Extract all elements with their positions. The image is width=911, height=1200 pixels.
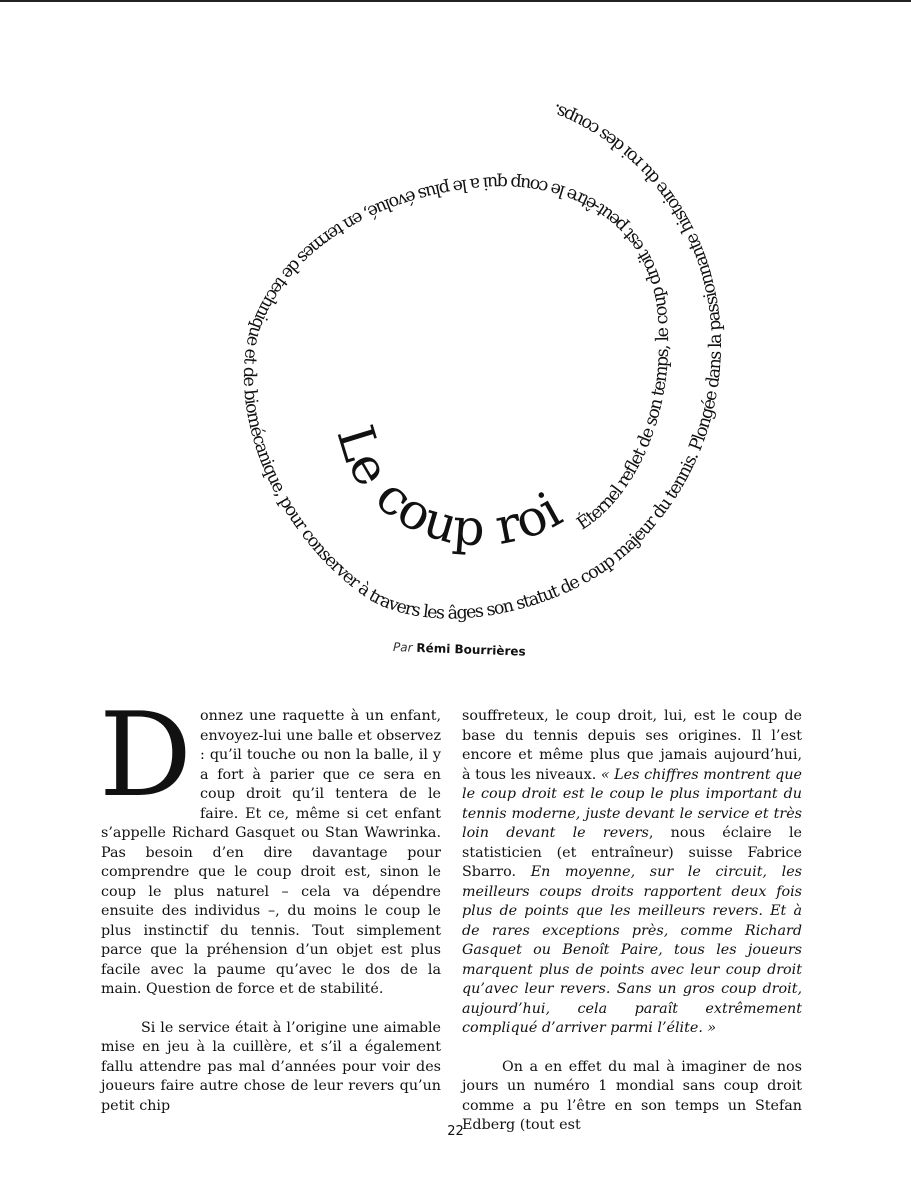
left-paragraph-1-text: onnez une raquette à un enfant, envoyez-lui une balle et observez : qu’il touche ou non la balle, il y a fort à parier que ce sera en coup droit qu’il tentera de le faire. Et ce, même si cet enfant s’appelle Richard Gasquet ou Stan Wawrinka. Pas besoin d’en dire davantage pour comprendre que le coup droit est, sinon le coup le plus naturel – cela va dépendre ensuite des individus –, du moins le coup le plus instinctif du tennis. Tout simplement parce que la préhension d’un objet est plus facile avec la paume qu’avec le dos de la main. Question de force et de stabilité.	[101, 708, 441, 997]
byline-author: Rémi Bourrières	[416, 640, 526, 659]
right-paragraph-1	[462, 707, 802, 1039]
left-paragraph-2: Si le service était à l’origine une aimable mise en jeu à la cuillère, et s’il a également fallu attendre pas mal d’années pour voir des joueurs faire autre chose de leur revers qu’un petit chip	[101, 1019, 441, 1114]
headline: Le coup roi	[325, 418, 571, 558]
standfirst-spiral: Éternel reflet de son temps, le coup droit est peut-être le coup qui a le plus évolué, en termes de technique et de biomécanique, pour conserver à travers les âges son statut de coup majeur du tennis. Plongée dans la passionnante histoire du roi des coups.	[238, 99, 727, 624]
left-paragraph-1	[99, 688, 441, 1000]
right-column	[462, 707, 802, 1136]
right-paragraph-1-mid: , nous éclaire le statisticien (et entraîneur) suisse Fabrice Sbarro.	[462, 825, 802, 880]
pull-quote-2: En moyenne, sur le circuit, les meilleurs coups droits rapportent deux fois plus de points que les meilleurs revers. Et à de rares exceptions près, comme Richard Gasquet ou Benoît Paire, tous les joueurs marquent plus de points avec leur coup droit qu’avec leur revers. Sans un gros coup droit, aujourd’hui, cela paraît extrêmement compliqué d’arriver parmi l’élite. »	[462, 864, 803, 1036]
right-paragraph-2: On a en effet du mal à imaginer de nos jours un numéro 1 mondial sans coup droit comme a pu l’être en son temps un Stefan Edberg (tout est	[462, 1058, 802, 1133]
headline-text	[326, 419, 571, 558]
right-paragraph-1-start: souffreteux, le coup droit, lui, est le coup de base du tennis depuis ses origines. Il l’est encore et même plus que jamais aujourd’hui, à tous les niveaux.	[462, 708, 802, 783]
drop-cap: D	[99, 688, 193, 823]
pull-quote-1: « Les chiffres montrent que le coup droit est le coup le plus important du tennis moderne, juste devant le service et très loin devant le revers	[462, 766, 802, 841]
page-number: 22	[447, 1124, 464, 1139]
byline-prefix: Par	[392, 640, 413, 655]
left-column	[99, 688, 441, 1116]
